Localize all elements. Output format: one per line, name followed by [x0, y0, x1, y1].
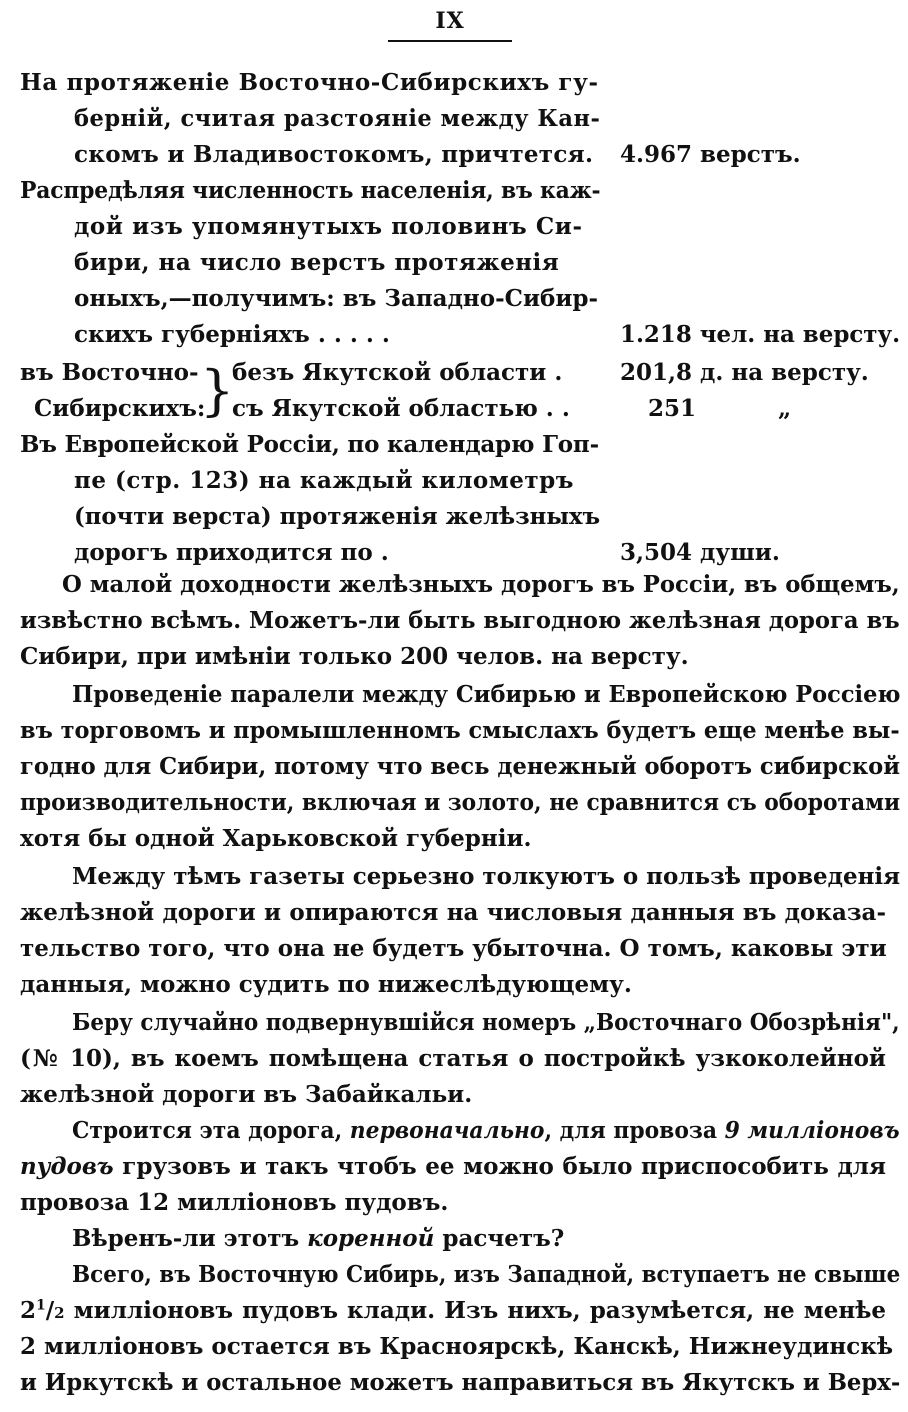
paragraph-7-fraction	[20, 1297, 65, 1324]
paragraph-5-italic-1: первоначально	[349, 1117, 545, 1144]
fraction-slash: /	[45, 1297, 55, 1324]
table-group-brace: }	[200, 359, 235, 422]
fraction-numerator: 1	[36, 1297, 46, 1314]
paragraph-3-line-2: желѣзной дороги и опираются на числовыя данныя въ доказа-	[20, 899, 886, 926]
fraction-whole: 2	[20, 1297, 37, 1324]
paragraph-1-line-1: О малой доходности желѣзныхъ дорогъ въ Россіи, въ общемъ,	[62, 571, 900, 598]
paragraph-3-line-3: тельство того, что она не будетъ убыточна. О томъ, каковы эти	[20, 935, 887, 962]
table-row-1-line-1: На протяженіе Восточно-Сибирскихъ гу-	[20, 69, 599, 96]
paragraph-7-line-1: Всего, въ Восточную Сибирь, изъ Западной, вступаетъ не свыше	[72, 1261, 901, 1288]
table-sub-row-2-label: съ Якутской областью . .	[232, 395, 570, 422]
paragraph-5-italic-3: пудовъ	[20, 1153, 114, 1180]
paragraph-4-line-3: желѣзной дороги въ Забайкальи.	[20, 1081, 473, 1108]
paragraph-1-line-2: извѣстно всѣмъ. Можетъ-ли быть выгодною желѣзная дорога въ	[20, 607, 900, 634]
fraction-denominator: 2	[54, 1304, 65, 1322]
paragraph-7-line-3: 2 милліоновъ остается въ Красноярскѣ, Канскѣ, Нижнеудинскѣ	[20, 1333, 894, 1360]
paragraph-1-line-3: Сибири, при имѣніи только 200 челов. на версту.	[20, 643, 689, 670]
paragraph-3-line-4: данныя, можно судить по нижеслѣдующему.	[20, 971, 632, 998]
paragraph-2-line-4: производительности, включая и золото, не сравнится съ оборотами	[20, 789, 901, 816]
table-row-1-line-2: берній, считая разстояніе между Кан-	[74, 105, 601, 132]
paragraph-2-line-3: годно для Сибири, потому что весь денежный оборотъ сибирской	[20, 753, 901, 780]
table-group-label-line-1: въ Восточно-	[20, 359, 199, 386]
paragraph-3-line-1: Между тѣмъ газеты серьезно толкуютъ о пользѣ проведенія	[72, 863, 901, 890]
paragraph-6-text-a: Вѣренъ-ли этотъ	[72, 1225, 308, 1252]
paragraph-5-text-c: грузовъ и такъ чтобъ ее можно было приспособить для	[113, 1153, 886, 1180]
paragraph-7-line-2-text: милліоновъ пудовъ клади. Изъ нихъ, разумѣется, не менѣе	[64, 1297, 886, 1324]
paragraph-5-line-2	[20, 1152, 886, 1182]
paragraph-2-line-2: въ торговомъ и промышленномъ смыслахъ будетъ еще менѣе вы-	[20, 717, 900, 744]
paragraph-6-text-b: расчетъ?	[434, 1225, 565, 1252]
table-row-4-line-3: (почти верста) протяженія желѣзныхъ	[74, 503, 601, 530]
table-sub-row-2-value: 251	[648, 395, 697, 422]
table-row-2-line-5: скихъ губерніяхъ . . . . .	[74, 321, 390, 348]
paragraph-5-text-a: Строится эта дорога,	[72, 1117, 350, 1144]
table-row-1-value: 4.967 верстъ.	[620, 141, 801, 168]
paragraph-4-line-2: (№ 10), въ коемъ помѣщена статья о постройкѣ узкоколейной	[20, 1045, 886, 1072]
table-row-2-value: 1.218 чел. на версту.	[620, 321, 901, 348]
table-row-2-line-4: оныхъ,—получимъ: въ Западно-Сибир-	[74, 285, 599, 312]
table-sub-row-1-label: безъ Якутской области .	[232, 359, 563, 386]
table-row-4-line-1: Въ Европейской Россіи, по календарю Гоп-	[20, 431, 599, 458]
paragraph-6-italic: коренной	[307, 1225, 435, 1252]
paragraph-7-line-4: и Иркутскѣ и остальное можетъ направиться въ Якутскъ и Верх-	[20, 1369, 901, 1396]
paragraph-4-line-1: Беру случайно подвернувшійся номеръ „Восточнаго Обозрѣнія",	[72, 1009, 900, 1036]
table-group-label-line-2: Сибирскихъ:	[34, 395, 206, 422]
table-sub-row-1-value: 201,8 д. на версту.	[620, 359, 869, 386]
paragraph-2-line-1: Проведеніе паралели между Сибирью и Европейскою Россіею	[72, 681, 901, 708]
paragraph-2-line-5: хотя бы одной Харьковской губерніи.	[20, 825, 532, 852]
table-row-1-line-3: скомъ и Владивостокомъ, причтется.	[74, 141, 594, 168]
paragraph-5-line-1	[72, 1116, 900, 1146]
table-row-2-line-3: бири, на число верстъ протяженія	[74, 249, 560, 276]
table-row-2-line-2: дой изъ упомянутыхъ половинъ Си-	[74, 213, 583, 240]
paragraph-5-italic-2: 9 милліоновъ	[724, 1117, 900, 1144]
table-row-2-line-1: Распредѣляя численность населенія, въ каж-	[20, 177, 601, 204]
page-number: IX	[435, 8, 465, 34]
table-row-4-value: 3,504 души.	[620, 539, 780, 566]
page-number-rule	[388, 40, 512, 42]
table-row-4-line-2: пе (стр. 123) на каждый километръ	[74, 467, 574, 494]
paragraph-5-text-b: , для провоза	[544, 1117, 725, 1144]
paragraph-6-line-1	[72, 1224, 564, 1254]
paragraph-7-line-2	[20, 1296, 886, 1328]
paragraph-5-line-3: провоза 12 милліоновъ пудовъ.	[20, 1189, 449, 1216]
table-sub-row-2-ditto: „	[778, 395, 792, 422]
table-row-4-line-4: дорогъ приходится по .	[74, 539, 389, 566]
